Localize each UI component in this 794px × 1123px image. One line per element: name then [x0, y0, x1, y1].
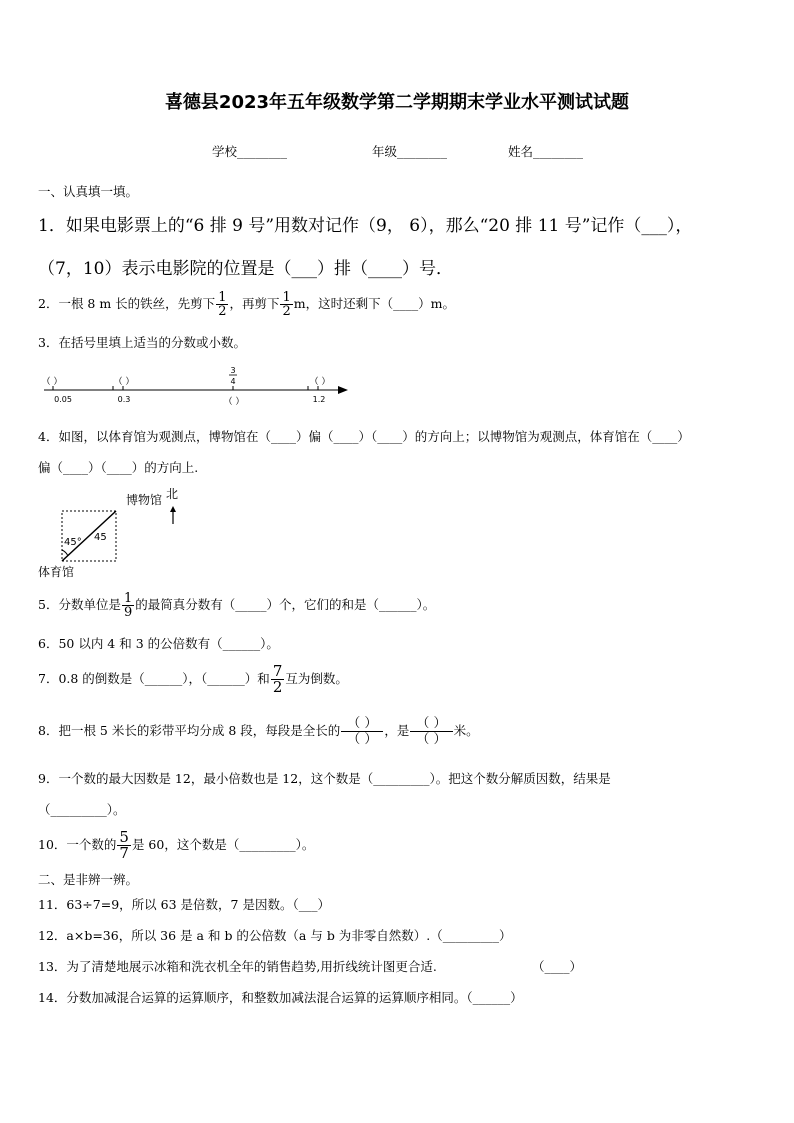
- question-5-text-b: 的最简真分数有（_____）个，它们的和是（______）。: [135, 597, 436, 612]
- question-4-line-2: 偏（____）（____）的方向上.: [38, 460, 199, 475]
- question-4-line-1: 4．如图，以体育馆为观测点，博物馆在（____）偏（____）（____）的方向上；以博物馆为观测点，体育馆在（____）: [38, 429, 690, 444]
- tick-label: 0.3: [117, 395, 131, 404]
- fraction-blank: $\frac{( )}{( )}$: [410, 716, 452, 747]
- fraction: $\frac{1}{2}$: [218, 290, 227, 319]
- grade-field: 年级________: [372, 144, 448, 159]
- school-field: 学校________: [212, 144, 288, 159]
- question-2-text-c: m，这时还剩下（____）m。: [293, 296, 455, 311]
- arrow-head-icon: [338, 386, 348, 394]
- path-line: [62, 511, 116, 561]
- question-7: [38, 659, 348, 699]
- gym-label: 体育馆: [38, 565, 75, 579]
- north-label: 北: [166, 487, 179, 501]
- fraction-numerator: 3: [230, 366, 236, 375]
- question-13: 13．为了清楚地展示冰箱和洗衣机全年的销售趋势,用折线统计图更合适.: [38, 959, 437, 974]
- blank-paren: （ ）: [309, 377, 331, 387]
- name-field: 姓名________: [508, 144, 584, 159]
- blank-paren: （ ）: [223, 397, 245, 407]
- angle-arc: [62, 550, 68, 556]
- question-14: 14．分数加减混合运算的运算顺序，和整数加减法混合运算的运算顺序相同。（______）: [38, 990, 523, 1005]
- fraction-blank: $\frac{( )}{( )}$: [341, 716, 383, 747]
- blank-paren: （ ）: [113, 377, 135, 387]
- question-10: [38, 825, 314, 865]
- question-8-text-b: ，是: [384, 723, 410, 738]
- question-8: [38, 708, 479, 754]
- question-3: 3．在括号里填上适当的分数或小数。: [38, 335, 246, 350]
- number-line: [38, 362, 358, 412]
- question-7-text-b: 互为倒数。: [285, 671, 348, 686]
- question-10-text-a: 10．一个数的: [38, 837, 117, 852]
- question-9-line-1: 9．一个数的最大因数是 12，最小倍数也是 12，这个数是（_________）。把这个数分解质因数，结果是: [38, 771, 611, 786]
- section-heading-2: 二、是非辨一辨。: [38, 872, 139, 887]
- fraction: $\frac{5}{7}$: [119, 828, 129, 862]
- museum-label: 博物馆: [126, 493, 163, 507]
- angle-label: 45°: [64, 537, 82, 548]
- tick-label: 1.2: [312, 395, 326, 404]
- question-8-text-a: 8．把一根 5 米长的彩带平均分成 8 段，每段是全长的: [38, 723, 341, 738]
- page-title: 喜德县2023年五年级数学第二学期期末学业水平测试试题: [164, 92, 630, 113]
- fraction-denominator: 4: [230, 377, 236, 386]
- question-7-text-a: 7．0.8 的倒数是（______），（______）和: [38, 671, 270, 686]
- direction-diagram: [36, 484, 196, 584]
- question-12: 12．a×b=36，所以 36 是 a 和 b 的公倍数（a 与 b 为非零自然数）.（_________）: [38, 928, 512, 943]
- question-11: 11．63÷7=9，所以 63 是倍数，7 是因数。（___）: [38, 897, 330, 912]
- blank-paren: （ ）: [41, 377, 63, 387]
- north-arrow-head-icon: [170, 506, 176, 512]
- angle-label: 45: [94, 532, 107, 543]
- fraction: $\frac{1}{2}$: [282, 290, 291, 319]
- question-13-answer-paren: （____）: [532, 959, 583, 974]
- question-1-line-2: （7，10）表示电影院的位置是（___）排（____）号．: [38, 259, 453, 279]
- section-heading-1: 一、认真填一填。: [38, 184, 139, 199]
- question-5: [38, 587, 435, 623]
- fraction: $\frac{7}{2}$: [272, 662, 283, 696]
- tick-label: 0.05: [54, 395, 72, 404]
- question-9-line-2: （_________）。: [38, 802, 126, 817]
- question-2: [38, 287, 455, 321]
- fraction: $\frac{1}{9}$: [123, 591, 133, 620]
- question-8-text-c: 米。: [453, 723, 479, 738]
- question-10-text-b: 是 60，这个数是（_________）。: [131, 837, 315, 852]
- question-6: 6．50 以内 4 和 3 的公倍数有（______）。: [38, 636, 279, 651]
- question-1-line-1: 1．如果电影票上的“6 排 9 号”用数对记作（9， 6），那么“20 排 11 号”记作（___），: [38, 216, 693, 236]
- question-5-text-a: 5．分数单位是: [38, 597, 121, 612]
- question-2-text-a: 2．一根 8 m 长的铁丝，先剪下: [38, 296, 216, 311]
- question-2-text-b: ，再剪下: [229, 296, 280, 311]
